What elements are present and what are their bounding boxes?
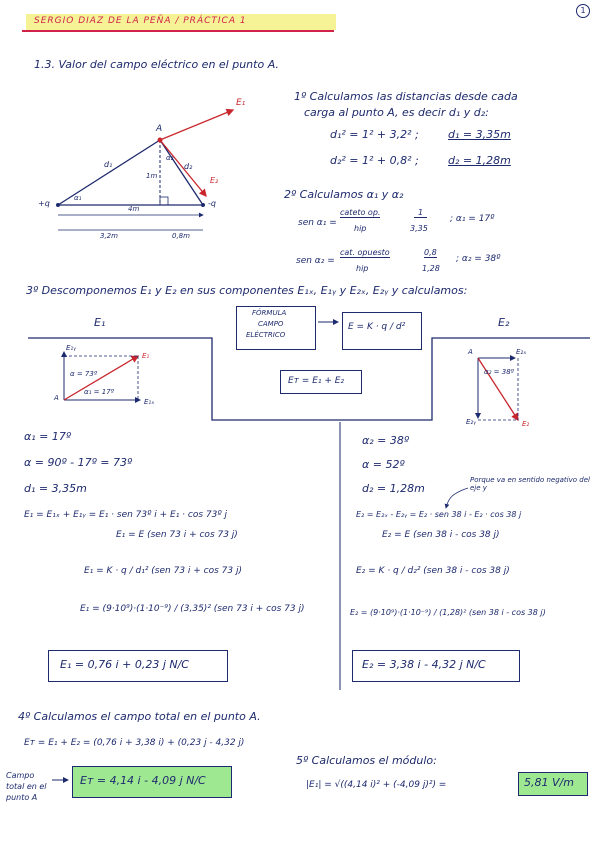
frac2b-den: 1,28	[422, 264, 440, 273]
left-eq2: E₁ = E (sen 73 i + cos 73 j)	[116, 530, 238, 540]
left-diag-alpha: α = 73º	[70, 370, 98, 378]
point-a-label: A	[156, 124, 163, 134]
right-eq2: E₂ = E (sen 38 i - cos 38 j)	[382, 530, 500, 540]
d2-line	[160, 140, 203, 205]
left-d1: d₁ = 3,35m	[24, 482, 87, 495]
right-diag-e2x: E₂ₓ	[516, 348, 527, 356]
d1-label: d₁	[104, 160, 113, 169]
right-result: E₂ = 3,38 i - 4,32 j N/C	[362, 658, 486, 671]
q1-label: +q	[38, 199, 50, 208]
step4-eq: Eт = E₁ + E₂ = (0,76 i + 3,38 i) + (0,23 j - 4,32 j)	[24, 738, 245, 748]
step2-sin-a1: sen α₁ =	[298, 218, 337, 228]
formula-box-l2: CAMPO	[258, 320, 284, 328]
left-diag-a: A	[54, 394, 59, 402]
step1-eq2: d₂² = 1² + 0,8² ;	[330, 154, 419, 167]
step2-res1: ; α₁ = 17º	[450, 214, 495, 224]
base-32m-label: 3,2m	[100, 232, 118, 240]
total-formula: Eт = E₁ + E₂	[288, 376, 345, 386]
q2-label: -q	[208, 199, 216, 208]
step2-sin-a2: sen α₂ =	[296, 256, 335, 266]
right-a: α = 52º	[362, 458, 405, 471]
left-diag-e1y: E₁ᵧ	[66, 344, 76, 352]
right-diag-alpha: α₂ = 38º	[484, 368, 514, 376]
left-eq4: E₁ = (9·10⁹)·(1·10⁻⁹) / (3,35)² (sen 73 i + cos 73 j)	[80, 604, 305, 614]
left-result: E₁ = 0,76 i + 0,23 j N/C	[60, 658, 189, 671]
frac1-den: hip	[354, 224, 367, 233]
page-title: SERGIO DIAZ DE LA PEÑA / PRÁCTICA 1	[34, 16, 247, 26]
frac2-den: hip	[356, 264, 369, 273]
left-col-head: E₁	[94, 316, 106, 329]
e2-label: E₂	[210, 176, 219, 185]
left-diag-e1x: E₁ₓ	[144, 398, 155, 406]
right-col-head: E₂	[498, 316, 510, 329]
step1-res1: d₁ = 3,35m	[448, 128, 511, 141]
step1-text2: carga al punto A, es decir d₁ y d₂:	[304, 106, 489, 119]
left-a1: α₁ = 17º	[24, 430, 72, 443]
right-diag-a: A	[468, 348, 473, 356]
formula-box-l1: FÓRMULA	[252, 309, 287, 317]
step4-side-label: Campo total en el punto A	[6, 771, 47, 802]
frac2-num: cat. opuesto	[340, 248, 390, 257]
right-diag-e2y: E₂ᵧ	[466, 418, 476, 426]
step4-text: 4º Calculamos el campo total en el punto A.	[18, 710, 261, 723]
left-eq3: E₁ = K · q / d₁² (sen 73 i + cos 73 j)	[84, 566, 243, 576]
frac1-num: cateto op.	[340, 208, 381, 217]
modulus-result: 5,81 V/m	[524, 776, 574, 789]
right-eq1: E₂ = E₂ₓ - E₂ᵧ = E₂ · sen 38 i - E₂ · cos 38 j	[356, 510, 522, 519]
step1-text: 1º Calculamos las distancias desde cada	[294, 90, 518, 103]
frac1b-num: 1	[414, 208, 427, 218]
height-label: 1m	[146, 172, 158, 180]
step2-text: 2º Calculamos α₁ y α₂	[284, 188, 404, 201]
left-diag-e1: E₁	[142, 352, 150, 360]
right-a2: α₂ = 38º	[362, 434, 410, 447]
right-eq3: E₂ = K · q / d₂² (sen 38 i - cos 38 j)	[356, 566, 510, 576]
section-heading: 1.3. Valor del campo eléctrico en el punto A.	[34, 58, 279, 71]
frac1b-den: 3,35	[410, 224, 428, 233]
base-08m-label: 0,8m	[172, 232, 190, 240]
d2-label: d₂	[184, 162, 193, 171]
right-eq4: E₂ = (9·10⁹)·(1·10⁻⁹) / (1,28)² (sen 38 i - cos 38 j)	[350, 608, 546, 617]
formula-box-l3: ELÉCTRICO	[246, 331, 286, 339]
page-number: 1	[576, 4, 590, 18]
step5-text: 5º Calculamos el módulo:	[296, 754, 437, 767]
e2-arrow	[160, 140, 206, 196]
left-diag-alpha1: α₁ = 17º	[84, 388, 114, 396]
step5-eq: |E₁| = √((4,14 i)² + (-4,09 j)²) =	[306, 780, 447, 790]
alpha2-label: α₂	[166, 154, 174, 162]
step2-res2: ; α₂ = 38º	[456, 254, 501, 264]
frac2b-num: 0,8	[424, 248, 437, 257]
formula-text: E = K · q / d²	[348, 322, 406, 332]
right-d2: d₂ = 1,28m	[362, 482, 425, 495]
total-field-result: Eт = 4,14 i - 4,09 j N/C	[80, 774, 206, 787]
left-a: α = 90º - 17º = 73º	[24, 456, 133, 469]
base-4m-label: 4m	[128, 205, 140, 213]
right-diag-e2: E₂	[522, 420, 530, 428]
e1-label: E₁	[236, 98, 246, 108]
left-eq1: E₁ = E₁ₓ + E₁ᵧ = E₁ · sen 73º i + E₁ · cos 73º j	[24, 510, 227, 520]
step3-text: 3º Descomponemos E₁ y E₂ en sus componentes E₁ₓ, E₁ᵧ y E₂ₓ, E₂ᵧ y calculamos:	[26, 284, 468, 297]
step1-eq1: d₁² = 1² + 3,2² ;	[330, 128, 419, 141]
alpha1-label: α₁	[74, 194, 82, 202]
right-note: Porque va en sentido negativo del eje y	[470, 476, 590, 492]
step1-res2: d₂ = 1,28m	[448, 154, 511, 167]
e1-arrow	[160, 110, 233, 140]
